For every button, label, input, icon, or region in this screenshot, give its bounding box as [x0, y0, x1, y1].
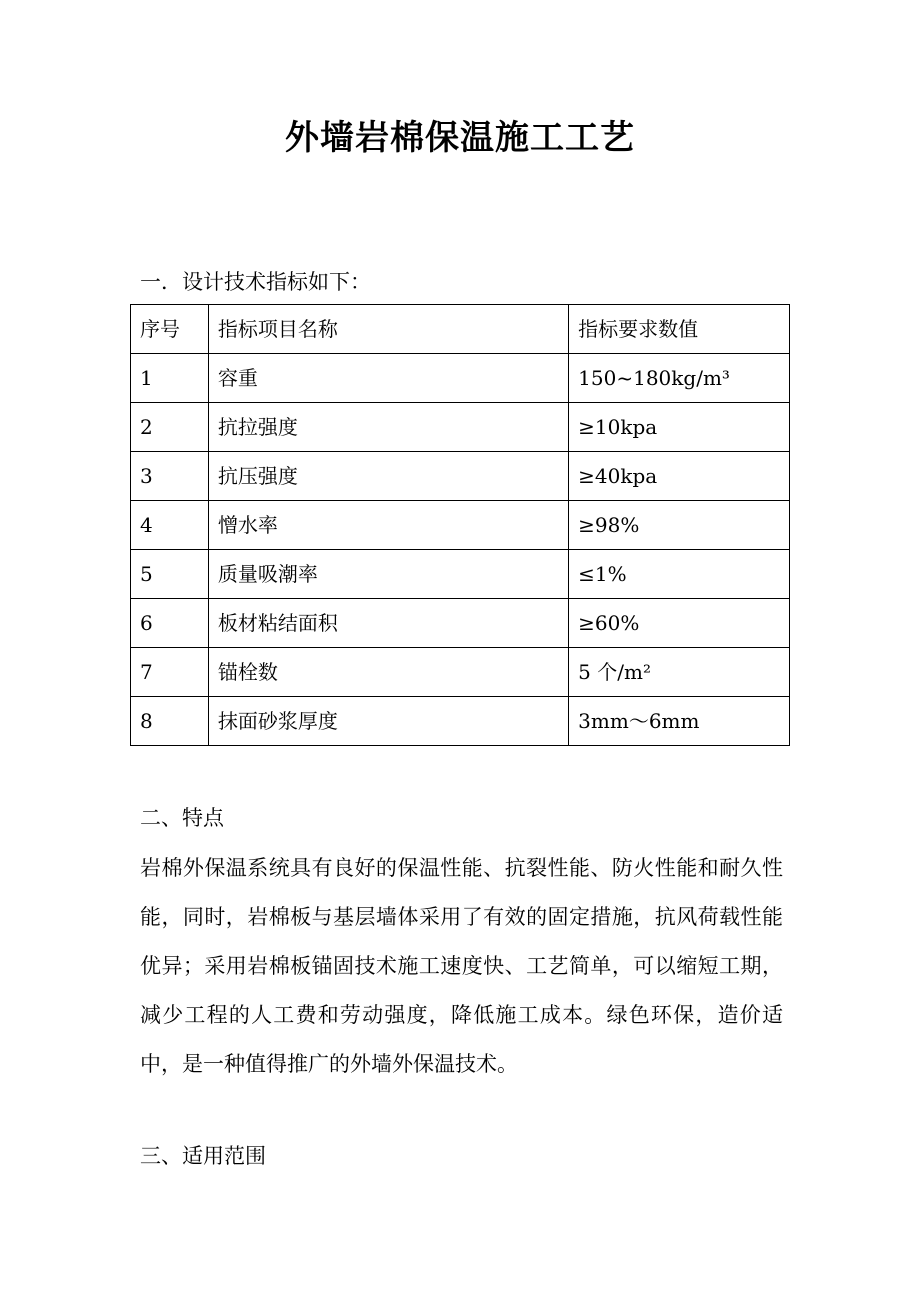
table-header-row: [131, 305, 790, 354]
table-row: [131, 501, 790, 550]
row-index: 3: [131, 452, 209, 501]
section-2-heading: 二、特点: [140, 806, 224, 830]
row-required-value: ≥40kpa: [569, 452, 790, 501]
document-title: 外墙岩棉保温施工工艺: [285, 118, 635, 158]
row-required-value: 5 个/m²: [569, 648, 790, 697]
table-row: [131, 452, 790, 501]
table-row: [131, 354, 790, 403]
row-item-name: 抗拉强度: [208, 403, 568, 452]
features-paragraph: 岩棉外保温系统具有良好的保温性能、抗裂性能、防火性能和耐久性能，同时，岩棉板与基层墙体采用了有效的固定措施，抗风荷载性能优异；采用岩棉板锚固技术施工速度快、工艺简单，可以缩短工期，减少工程的人工费和劳动强度，降低施工成本。绿色环保，造价适中，是一种值得推广的外墙外保温技术。: [140, 856, 783, 1076]
header-item-name: 指标项目名称: [208, 305, 568, 354]
section-3-heading: 三、适用范围: [140, 1144, 266, 1168]
section-1-heading: 一．设计技术指标如下：: [140, 270, 371, 294]
row-required-value: 3mm～6mm: [569, 697, 790, 746]
row-index: 1: [131, 354, 209, 403]
row-required-value: ≤1%: [569, 550, 790, 599]
row-required-value: 150~180kg/m³: [569, 354, 790, 403]
row-item-name: 锚栓数: [208, 648, 568, 697]
header-index: 序号: [131, 305, 209, 354]
table-row: [131, 599, 790, 648]
table-row: [131, 648, 790, 697]
row-item-name: 容重: [208, 354, 568, 403]
row-index: 6: [131, 599, 209, 648]
row-item-name: 板材粘结面积: [208, 599, 568, 648]
row-index: 8: [131, 697, 209, 746]
row-required-value: ≥98%: [569, 501, 790, 550]
row-index: 7: [131, 648, 209, 697]
row-index: 2: [131, 403, 209, 452]
row-item-name: 质量吸潮率: [208, 550, 568, 599]
row-index: 4: [131, 501, 209, 550]
row-item-name: 憎水率: [208, 501, 568, 550]
row-item-name: 抹面砂浆厚度: [208, 697, 568, 746]
row-required-value: ≥60%: [569, 599, 790, 648]
table-row: [131, 697, 790, 746]
row-required-value: ≥10kpa: [569, 403, 790, 452]
spec-table: [130, 304, 790, 746]
row-item-name: 抗压强度: [208, 452, 568, 501]
table-row: [131, 403, 790, 452]
row-index: 5: [131, 550, 209, 599]
header-required-value: 指标要求数值: [569, 305, 790, 354]
table-row: [131, 550, 790, 599]
